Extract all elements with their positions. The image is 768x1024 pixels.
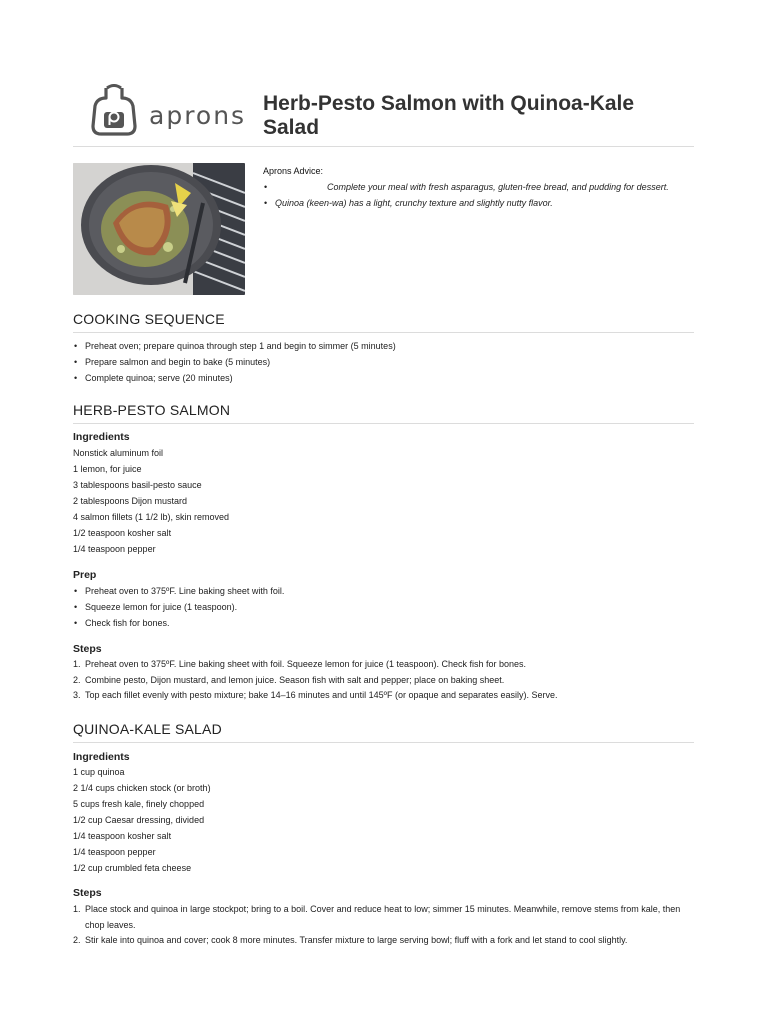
salad-ingredients-list [73,764,211,876]
salmon-prep-list [73,583,284,631]
list-item: • Preheat oven; prepare quinoa through step 1 and begin to simmer (5 minutes) [73,338,396,354]
list-item: • Complete your meal with fresh asparagus, gluten-free bread, and pudding for dessert. [263,179,693,195]
list-item: • Prepare salmon and begin to bake (5 minutes) [73,354,396,370]
list-item: 2 tablespoons Dijon mustard [73,496,188,506]
page-title: Herb-Pesto Salmon with Quinoa-Kale Salad [263,92,635,139]
apron-logo-icon [89,84,139,140]
section-heading-salad: QUINOA-KALE SALAD [73,721,694,743]
list-item: 1. Place stock and quinoa in large stockpot; bring to a boil. Cover and reduce heat to low; simmer 15 minutes. Meanwhile, remove stems from kale, then chop leaves. [73,904,681,930]
list-item: 1/2 cup crumbled feta cheese [73,863,192,873]
salmon-plate-photo [73,163,245,295]
salmon-ingredients-list [73,445,229,557]
brand-wordmark: aprons [149,101,247,130]
list-item: 1 lemon, for juice [73,464,142,474]
list-item: • Check fish for bones. [73,615,284,631]
list-item: • Preheat oven to 375ºF. Line baking sheet with foil. [73,583,284,599]
list-item: 5 cups fresh kale, finely chopped [73,799,205,809]
list-item: 4 salmon fillets (1 1/2 lb), skin removed [73,512,230,522]
advice-heading: Aprons Advice: [263,166,324,176]
list-item: 1/4 teaspoon kosher salt [73,831,172,841]
list-item: 3. Top each fillet evenly with pesto mixture; bake 14–16 minutes and until 145ºF (or opaque and separates easily). Serve. [73,690,558,700]
salmon-ingredients-heading: Ingredients [73,431,130,443]
list-item: • Quinoa (keen-wa) has a light, crunchy texture and slightly nutty flavor. [263,195,693,211]
list-item: 1 cup quinoa [73,767,125,777]
list-item: 2. Stir kale into quinoa and cover; cook 8 more minutes. Transfer mixture to large serving bowl; fluff with a fork and let stand to cool slightly. [73,935,628,945]
advice-list [263,179,693,211]
list-item: • Complete quinoa; serve (20 minutes) [73,370,396,386]
list-item: 1/4 teaspoon pepper [73,847,156,857]
salad-steps-list [73,902,694,949]
cooking-sequence-list [73,338,396,386]
recipe-header [73,82,694,147]
list-item: 3 tablespoons basil-pesto sauce [73,480,202,490]
list-item: 1. Preheat oven to 375ºF. Line baking sheet with foil. Squeeze lemon for juice (1 teaspoon). Check fish for bones. [73,659,527,669]
salmon-steps-list [73,657,694,704]
list-item: 1/2 teaspoon kosher salt [73,528,172,538]
aprons-advice [263,166,693,211]
list-item: 1/4 teaspoon pepper [73,544,156,554]
section-heading-cooking-sequence: COOKING SEQUENCE [73,311,694,333]
list-item: 2. Combine pesto, Dijon mustard, and lemon juice. Season fish with salt and pepper; place on baking sheet. [73,674,505,685]
list-item: • Squeeze lemon for juice (1 teaspoon). [73,599,284,615]
salmon-prep-heading: Prep [73,569,97,581]
salad-steps-heading: Steps [73,887,102,899]
salad-ingredients-heading: Ingredients [73,751,130,763]
list-item: Nonstick aluminum foil [73,448,164,458]
section-heading-salmon: HERB-PESTO SALMON [73,402,694,424]
brand-logo[interactable] [89,84,249,140]
list-item: 2 1/4 cups chicken stock (or broth) [73,783,211,793]
list-item: 1/2 cup Caesar dressing, divided [73,815,205,825]
salmon-steps-heading: Steps [73,643,102,655]
